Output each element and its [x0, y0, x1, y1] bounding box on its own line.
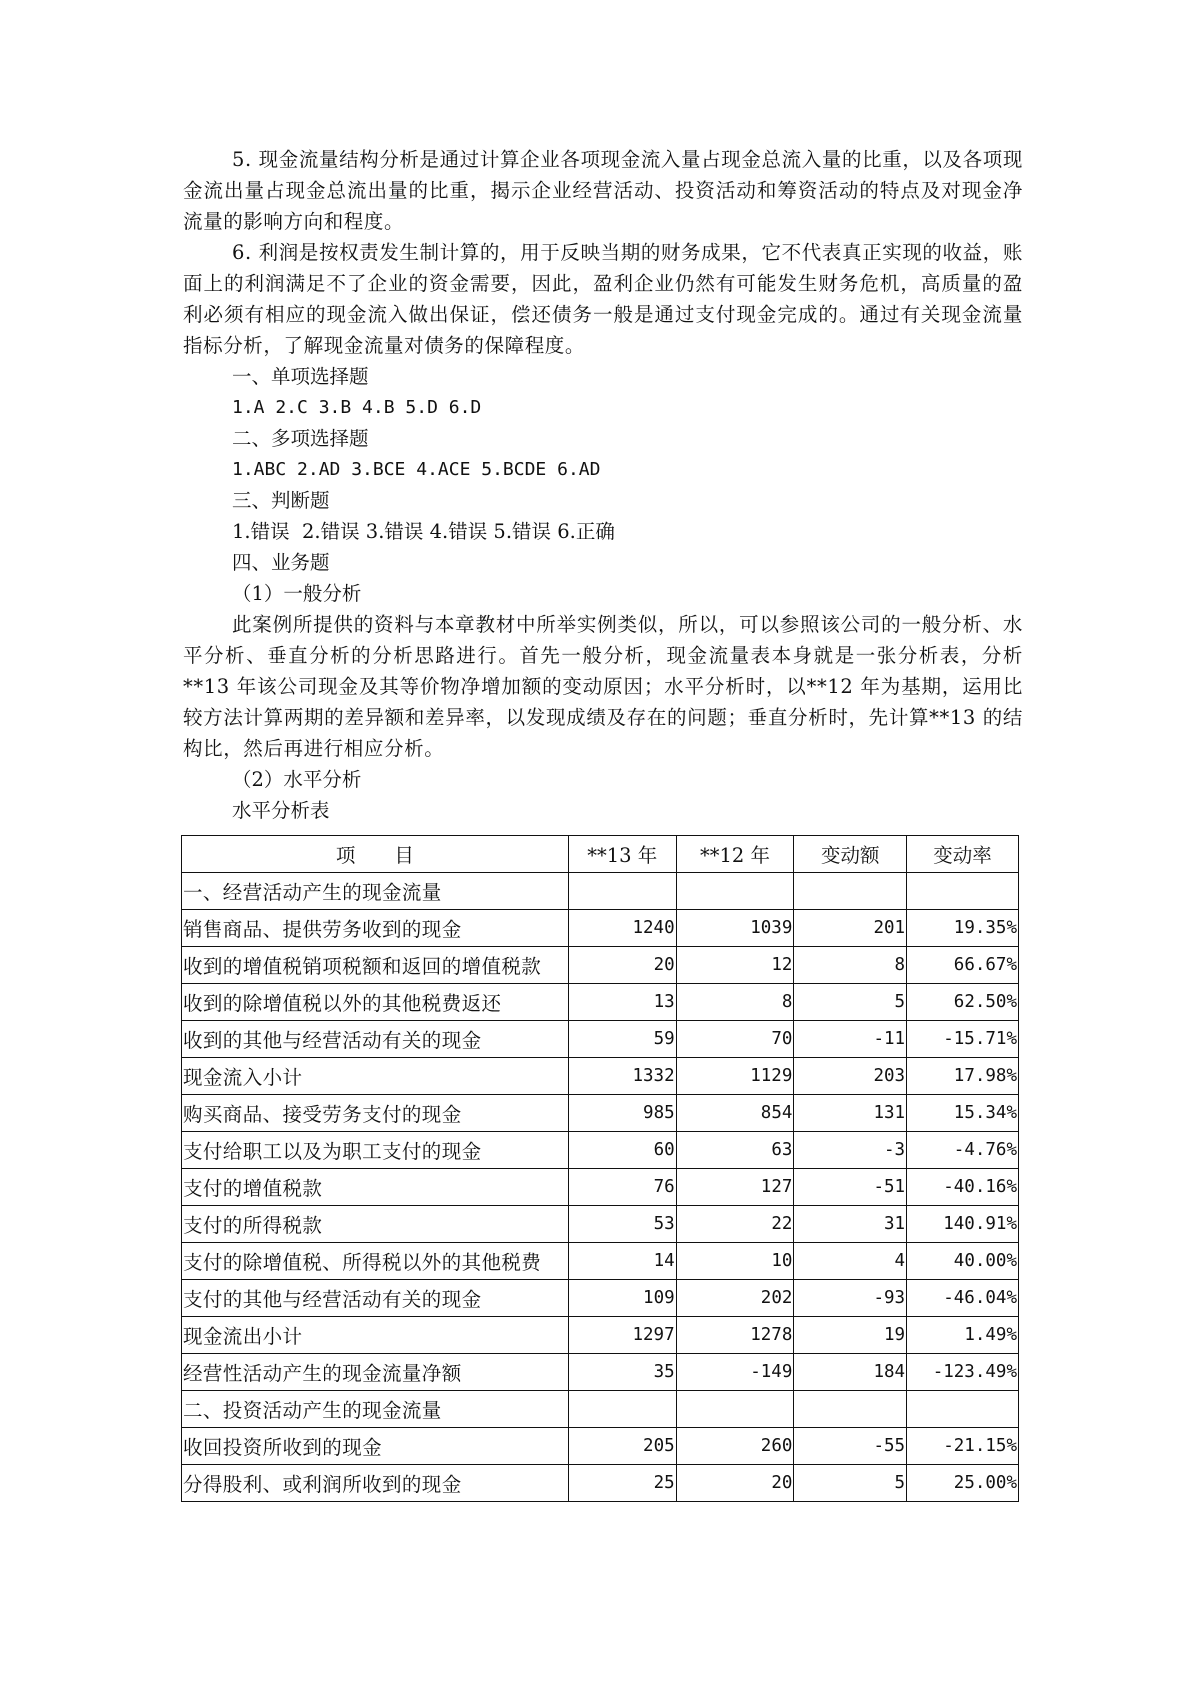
row-label: 收回投资所收到的现金	[182, 1428, 569, 1465]
table-row	[182, 1095, 1019, 1132]
row-label: 收到的增值税销项税额和返回的增值税款	[182, 947, 569, 984]
value-12	[676, 873, 794, 910]
value-13: 59	[568, 1021, 676, 1058]
change-rate: -4.76%	[907, 1132, 1019, 1169]
table-row	[182, 947, 1019, 984]
header-item: 项 目	[182, 836, 569, 873]
change-rate: 19.35%	[907, 910, 1019, 947]
change-amount: 8	[794, 947, 907, 984]
value-12: 12	[676, 947, 794, 984]
table-row	[182, 1391, 1019, 1428]
change-amount: 31	[794, 1206, 907, 1243]
change-amount: -11	[794, 1021, 907, 1058]
row-label: 收到的其他与经营活动有关的现金	[182, 1021, 569, 1058]
value-13: 1332	[568, 1058, 676, 1095]
horizontal-analysis-table	[181, 835, 1019, 1502]
value-13: 60	[568, 1132, 676, 1169]
table-row	[182, 1465, 1019, 1502]
section-single-choice-answers: 1.A 2.C 3.B 4.B 5.D 6.D	[232, 397, 482, 418]
value-12: 22	[676, 1206, 794, 1243]
value-12: -149	[676, 1354, 794, 1391]
value-12: 260	[676, 1428, 794, 1465]
row-label: 支付的其他与经营活动有关的现金	[182, 1280, 569, 1317]
header-change-rate: 变动率	[907, 836, 1019, 873]
value-12: 1039	[676, 910, 794, 947]
change-amount: -55	[794, 1428, 907, 1465]
change-amount: 4	[794, 1243, 907, 1280]
change-rate: 62.50%	[907, 984, 1019, 1021]
row-label: 销售商品、提供劳务收到的现金	[182, 910, 569, 947]
value-12: 202	[676, 1280, 794, 1317]
document-body	[183, 144, 1023, 826]
table-row	[182, 1428, 1019, 1465]
row-label: 支付的除增值税、所得税以外的其他税费	[182, 1243, 569, 1280]
table-caption: 水平分析表	[232, 799, 330, 822]
value-13: 205	[568, 1428, 676, 1465]
table-row	[182, 1206, 1019, 1243]
row-label: 购买商品、接受劳务支付的现金	[182, 1095, 569, 1132]
value-12: 1278	[676, 1317, 794, 1354]
paragraph-5: 5. 现金流量结构分析是通过计算企业各项现金流入量占现金总流入量的比重，以及各项现金流出量占现金总流出量的比重，揭示企业经营活动、投资活动和筹资活动的特点及对现金净流量的影响方向和程度。	[183, 148, 1023, 233]
change-rate: 1.49%	[907, 1317, 1019, 1354]
change-rate: 17.98%	[907, 1058, 1019, 1095]
value-13: 1297	[568, 1317, 676, 1354]
row-label: 现金流出小计	[182, 1317, 569, 1354]
section-multi-choice-title: 二、多项选择题	[232, 427, 369, 450]
value-12: 854	[676, 1095, 794, 1132]
table-row	[182, 1354, 1019, 1391]
value-13: 109	[568, 1280, 676, 1317]
row-label: 现金流入小计	[182, 1058, 569, 1095]
row-label: 经营性活动产生的现金流量净额	[182, 1354, 569, 1391]
value-12: 20	[676, 1465, 794, 1502]
section-single-choice-title: 一、单项选择题	[232, 365, 369, 388]
table-row	[182, 1317, 1019, 1354]
change-rate: -21.15%	[907, 1428, 1019, 1465]
value-13: 14	[568, 1243, 676, 1280]
value-12: 70	[676, 1021, 794, 1058]
row-label: 分得股利、或利润所收到的现金	[182, 1465, 569, 1502]
value-13: 25	[568, 1465, 676, 1502]
change-amount: -93	[794, 1280, 907, 1317]
change-amount: -3	[794, 1132, 907, 1169]
value-13: 20	[568, 947, 676, 984]
table-row	[182, 1243, 1019, 1280]
change-amount: 5	[794, 984, 907, 1021]
table-row	[182, 1169, 1019, 1206]
table-row	[182, 1058, 1019, 1095]
value-12: 10	[676, 1243, 794, 1280]
value-13	[568, 1391, 676, 1428]
value-12	[676, 1391, 794, 1428]
value-12: 8	[676, 984, 794, 1021]
change-amount: 201	[794, 910, 907, 947]
change-rate: -40.16%	[907, 1169, 1019, 1206]
value-12: 127	[676, 1169, 794, 1206]
table-header-row	[182, 836, 1019, 873]
subsection-horizontal-analysis-title: （2）水平分析	[232, 768, 362, 791]
value-12: 63	[676, 1132, 794, 1169]
value-13: 76	[568, 1169, 676, 1206]
value-13: 13	[568, 984, 676, 1021]
change-rate: 66.67%	[907, 947, 1019, 984]
subsection-general-analysis-title: （1）一般分析	[232, 582, 362, 605]
table-body	[182, 873, 1019, 1502]
row-label: 收到的除增值税以外的其他税费返还	[182, 984, 569, 1021]
section-judgement-title: 三、判断题	[232, 489, 330, 512]
value-13: 35	[568, 1354, 676, 1391]
change-rate: 15.34%	[907, 1095, 1019, 1132]
section-judgement-answers: 1.错误 2.错误 3.错误 4.错误 5.错误 6.正确	[232, 520, 615, 543]
table-row	[182, 1021, 1019, 1058]
header-year-12: **12 年	[676, 836, 794, 873]
row-label: 支付的增值税款	[182, 1169, 569, 1206]
table-row	[182, 873, 1019, 910]
change-rate: -15.71%	[907, 1021, 1019, 1058]
table-row	[182, 1132, 1019, 1169]
row-label: 二、投资活动产生的现金流量	[182, 1391, 569, 1428]
change-amount: -51	[794, 1169, 907, 1206]
change-rate: -46.04%	[907, 1280, 1019, 1317]
change-amount: 131	[794, 1095, 907, 1132]
change-rate: 140.91%	[907, 1206, 1019, 1243]
value-13: 985	[568, 1095, 676, 1132]
row-label: 一、经营活动产生的现金流量	[182, 873, 569, 910]
table-row	[182, 1280, 1019, 1317]
row-label: 支付的所得税款	[182, 1206, 569, 1243]
change-rate: 40.00%	[907, 1243, 1019, 1280]
section-business-title: 四、业务题	[232, 551, 330, 574]
header-change-amount: 变动额	[794, 836, 907, 873]
change-rate: -123.49%	[907, 1354, 1019, 1391]
change-rate: 25.00%	[907, 1465, 1019, 1502]
change-amount	[794, 873, 907, 910]
subsection-general-analysis-text: 此案例所提供的资料与本章教材中所举实例类似，所以，可以参照该公司的一般分析、水平分析、垂直分析的分析思路进行。首先一般分析，现金流量表本身就是一张分析表，分析**13 年该公司现金及其等价物净增加额的变动原因；水平分析时，以**12 年为基期，运用比较方法计算两期的差异额和差异率，以发现成绩及存在的问题；垂直分析时，先计算**13 的结构比，然后再进行相应分析。	[183, 613, 1023, 760]
row-label: 支付给职工以及为职工支付的现金	[182, 1132, 569, 1169]
change-amount: 19	[794, 1317, 907, 1354]
change-amount: 203	[794, 1058, 907, 1095]
value-13	[568, 873, 676, 910]
change-rate	[907, 873, 1019, 910]
value-13: 53	[568, 1206, 676, 1243]
change-amount: 184	[794, 1354, 907, 1391]
change-amount: 5	[794, 1465, 907, 1502]
change-amount	[794, 1391, 907, 1428]
header-year-13: **13 年	[568, 836, 676, 873]
table-row	[182, 984, 1019, 1021]
table-row	[182, 910, 1019, 947]
change-rate	[907, 1391, 1019, 1428]
value-12: 1129	[676, 1058, 794, 1095]
paragraph-6: 6. 利润是按权责发生制计算的，用于反映当期的财务成果，它不代表真正实现的收益，账面上的利润满足不了企业的资金需要，因此，盈利企业仍然有可能发生财务危机，高质量的盈利必须有相应的现金流入做出保证，偿还债务一般是通过支付现金完成的。通过有关现金流量指标分析，了解现金流量对债务的保障程度。	[183, 241, 1023, 357]
section-multi-choice-answers: 1.ABC 2.AD 3.BCE 4.ACE 5.BCDE 6.AD	[232, 459, 601, 480]
value-13: 1240	[568, 910, 676, 947]
